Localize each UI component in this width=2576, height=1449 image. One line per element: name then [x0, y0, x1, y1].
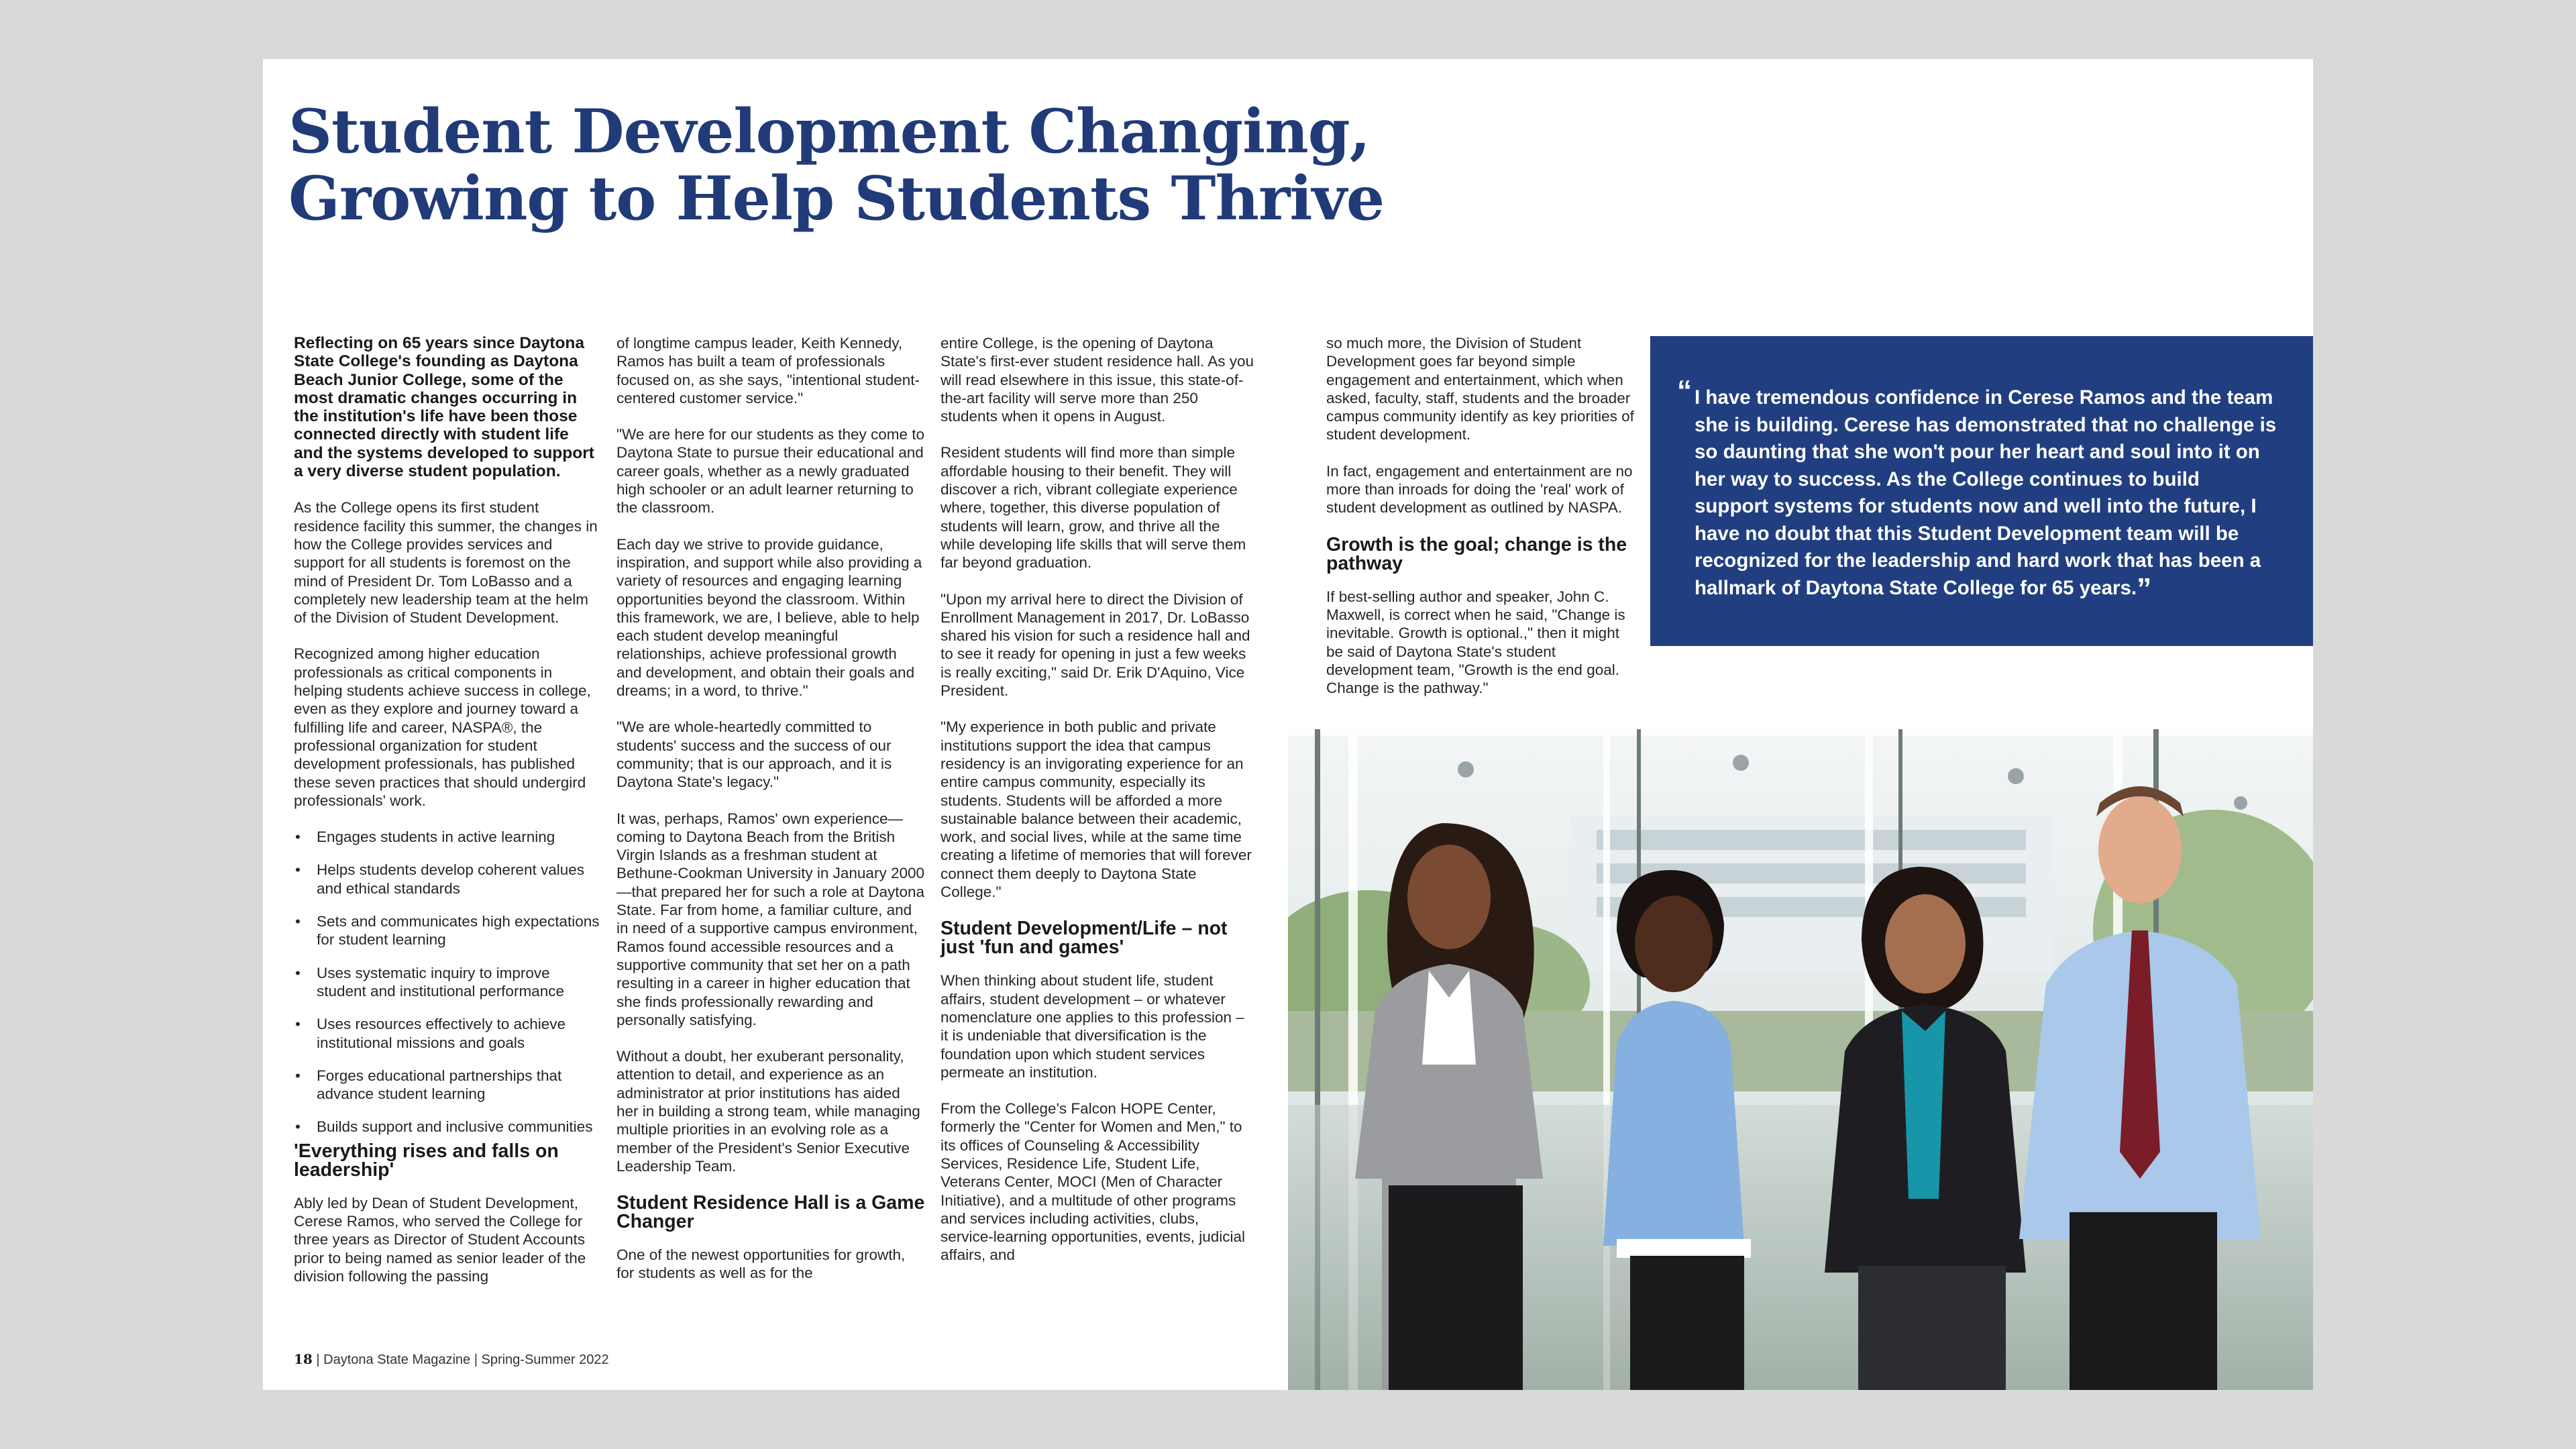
headline-line-1: Student Development Changing, [288, 96, 1371, 167]
magazine-spread [263, 59, 2313, 1390]
section-subhead: Growth is the goal; change is the pathway [1326, 533, 1627, 574]
paragraph: One of the newest opportunities for growth, for students as well as for the [616, 1246, 906, 1282]
naspa-practices-list [294, 828, 602, 1136]
pull-quote-box [1650, 336, 2313, 646]
text-column-1 [294, 334, 602, 1303]
list-item: • Forges educational partnerships that advance student learning [294, 1067, 602, 1104]
section-subhead: Student Residence Hall is a Game Changer [616, 1192, 925, 1233]
text-column-4 [1326, 334, 1635, 715]
paragraph: "My experience in both public and private institutions support the idea that campus residency is an invigorating experience for an entire campus community, especially its students. Students will be afforded a more sustainable balance between their academic, work, and social lives, while at the same time creating a lifetime of memories that will forever connect them deeply to Daytona State College." [941, 718, 1252, 901]
team-photo [1288, 729, 2313, 1390]
pull-quote-text: I have tremendous confidence in Cerese Ramos and the team she is building. Cerese has demonstrated that no challenge is so daunting that she won't pour her heart and soul into it on her way to success. As the College continues to build support systems for students now and well into the future, I have no doubt that this Student Development team will be recognized for the leadership and hard work that has been a hallmark of Daytona State College for 65 years. [1695, 386, 2277, 599]
list-item: • Builds support and inclusive communities [294, 1118, 602, 1136]
page-footer [294, 1351, 609, 1368]
lead-paragraph: Reflecting on 65 years since Daytona State College's founding as Daytona Beach Junior College, some of the most dramatic changes occurring in the institution's life have been those connected directly with student life and the systems developed to support a very diverse student population. [294, 334, 594, 481]
paragraph: It was, perhaps, Ramos' own experience—coming to Daytona Beach from the British Virgin Islands as a freshman student at Bethune-Cookman University in January 2000—that prepared her for such a role at Daytona State. Far from home, a familiar culture, and in need of a supportive campus environment, Ramos found accessible resources and a supportive community that set her on a path resulting in a career in higher education that she finds professionally rewarding and personally satisfying. [616, 810, 925, 1028]
paragraph: entire College, is the opening of Daytona State's first-ever student residence hall. As you will read elsewhere in this issue, this state-of-the-art facility will serve more than 250 students when it opens in August. [941, 335, 1254, 425]
paragraph: If best-selling author and speaker, John C. Maxwell, is correct when he said, "Change is inevitable. Growth is optional.," then it might be said of Daytona State's student development team, "Growth is the end goal. Change is the pathway." [1326, 588, 1625, 697]
page-number: 18 [294, 1351, 313, 1367]
list-item: • Uses systematic inquiry to improve student and institutional performance [294, 964, 602, 1001]
section-subhead: 'Everything rises and falls on leadership' [294, 1140, 559, 1181]
article-headline [288, 98, 1429, 232]
paragraph: Recognized among higher education professionals as critical components in helping students achieve success in college, even as they explore and journey toward a fulfilling life and career, NASPA®, the professional organization for student development professionals, has published these seven practices that should undergird professionals' work. [294, 645, 591, 809]
paragraph: of longtime campus leader, Keith Kennedy, Ramos has built a team of professionals focused on, as she says, "intentional student-centered customer service." [616, 335, 920, 407]
headline-line-2: Growing to Help Students Thrive [288, 163, 1385, 234]
publication-info: | Daytona State Magazine | Spring-Summer 2022 [312, 1352, 609, 1367]
paragraph: Without a doubt, her exuberant personality, attention to detail, and experience as an administrator at prior institutions has aided her in building a strong team, while managing multiple priorities in an evolving role as a member of the President's Senior Executive Leadership Team. [616, 1048, 920, 1175]
paragraph: When thinking about student life, student affairs, student development – or whatever nomenclature one applies to this profession – it is undeniable that diversification is the foundation upon which student services permeate an institution. [941, 972, 1244, 1081]
close-quote-mark: ” [2137, 572, 2152, 605]
paragraph: "Upon my arrival here to direct the Division of Enrollment Management in 2017, Dr. LoBasso shared his vision for such a residence hall and to see it ready for opening in just a few weeks is really exciting," said Dr. Erik D'Aquino, Vice President. [941, 590, 1250, 700]
paragraph: Each day we strive to provide guidance, inspiration, and support while also providing a variety of resources and engaging learning opportunities beyond the classroom. Within this framework, we are, I believe, able to help each student develop meaningful relationships, achieve professional growth and development, and obtain their goals and dreams; in a word, to thrive." [616, 535, 922, 700]
text-column-3 [941, 334, 1256, 1283]
paragraph: "We are here for our students as they come to Daytona State to pursue their educational and career goals, whether as a newly graduated high schooler or an adult learner returning to the classroom. [616, 426, 925, 517]
open-quote-mark: “ [1677, 374, 1692, 407]
list-item: • Engages students in active learning [294, 828, 602, 846]
list-item: • Helps students develop coherent values and ethical standards [294, 861, 602, 898]
paragraph: Resident students will find more than simple affordable housing to their benefit. They will discover a rich, vibrant collegiate experience where, together, this diverse population of students will learn, grow, and thrive all the while developing life skills that will serve them far beyond graduation. [941, 444, 1246, 572]
list-item: • Uses resources effectively to achieve institutional missions and goals [294, 1015, 602, 1052]
section-subhead: Student Development/Life – not just 'fun and games' [941, 918, 1228, 959]
pull-quote [1677, 374, 2278, 605]
text-column-2 [616, 334, 925, 1301]
paragraph: From the College's Falcon HOPE Center, formerly the "Center for Women and Men," to its offices of Counseling & Accessibility Services, Residence Life, Student Life, Veterans Center, MOCI (Men of Character Initiative), and a multitude of other programs and services including activities, clubs, service-learning opportunities, events, judicial affairs, and [941, 1100, 1245, 1264]
paragraph: so much more, the Division of Student Development goes far beyond simple engagement and entertainment, which when asked, faculty, staff, students and the broader campus community identify as key priorities of student development. [1326, 335, 1634, 443]
list-item: • Sets and communicates high expectations for student learning [294, 912, 602, 949]
paragraph: Ably led by Dean of Student Development, Cerese Ramos, who served the College for three years as Director of Student Accounts prior to being named as senior leader of the division following the passing [294, 1194, 586, 1285]
paragraph: As the College opens its first student residence facility this summer, the changes in how the College provides services and support for all students is foremost on the mind of President Dr. Tom LoBasso and a completely new leadership team at the helm of the Division of Student Development. [294, 499, 598, 627]
team-photo-illustration [1288, 729, 2313, 1390]
paragraph: "We are whole-heartedly committed to students' success and the success of our community; that is our approach, and it is Daytona State's legacy." [616, 718, 892, 791]
paragraph: In fact, engagement and entertainment are no more than inroads for doing the 'real' work of student development as outlined by NASPA. [1326, 462, 1633, 517]
